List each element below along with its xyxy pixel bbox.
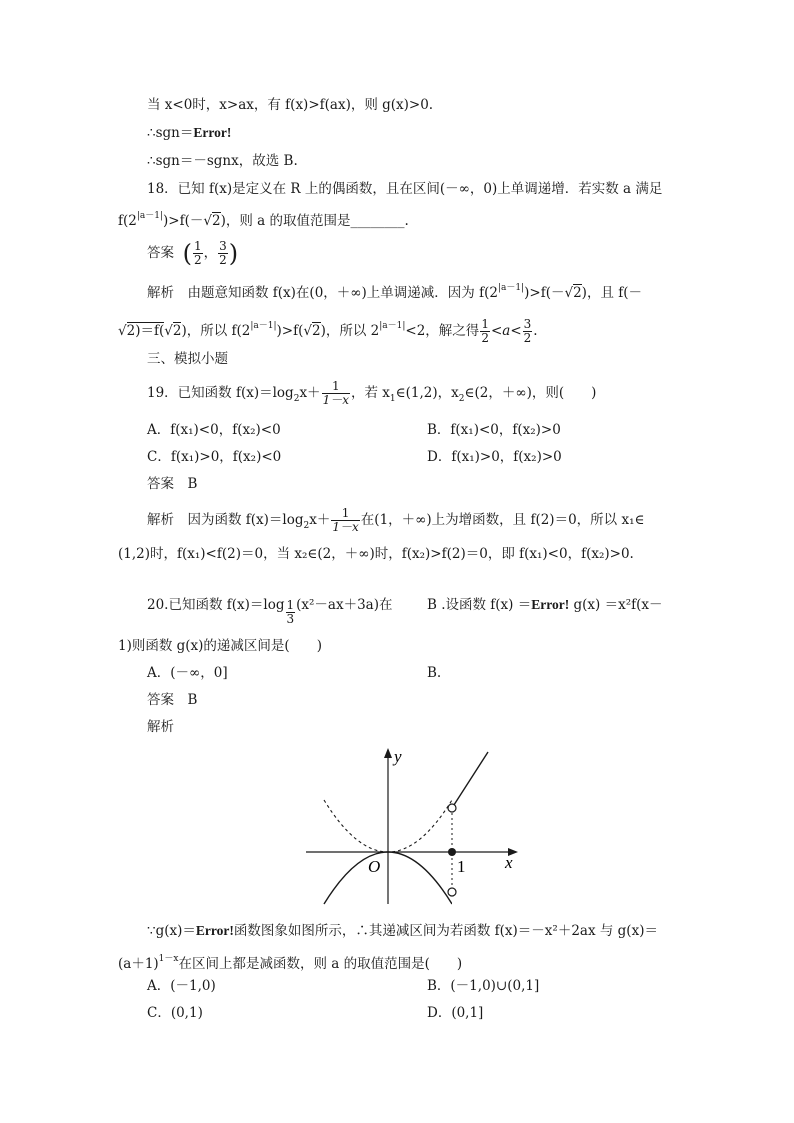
- question-21: ∵g(x)＝Error!函数图象如图所示，∴其递减区间为若函数 f(x)＝－x²＋2ax 与 g(x)＝: [147, 923, 658, 939]
- option-a: A．(－1,0): [147, 978, 216, 994]
- y-axis-label: y: [394, 747, 402, 766]
- question-20-line2: 1)则函数 g(x)的递减区间是( ): [118, 638, 322, 654]
- question-18: 18．已知 f(x)是定义在 R 上的偶函数，且在区间(－∞，0)上单调递增．若实数 a 满足: [147, 181, 663, 197]
- origin-label: O: [368, 857, 381, 876]
- option-d: D．f(x₁)>0，f(x₂)>0: [427, 449, 562, 465]
- solution-19: 解析 因为函数 $f(x)=\log_2x+$ $\frac{1}{1-x}$ 在(1，＋∞)上为增函数，且 f(2)＝0，所以 x₁∈: [147, 506, 645, 534]
- error-text: Error!: [531, 597, 570, 612]
- option-a: A．(－∞，0]: [147, 665, 228, 681]
- solution-19-line2: (1,2)时，f(x₁)<f(2)＝0，当 x₂∈(2，＋∞)时，f(x₂)>f(2)＝0，即 f(x₁)<0，f(x₂)>0.: [118, 546, 634, 562]
- section-heading: 三、模拟小题: [147, 351, 228, 367]
- answer-19: 答案 B: [147, 476, 198, 492]
- option-d: D．(0,1]: [427, 1005, 484, 1021]
- text-line: ∴sgn＝－sgnx，故选 B.: [147, 153, 298, 169]
- solution-20-label: 解析: [147, 719, 174, 735]
- option-c: C．f(x₁)>0，f(x₂)<0: [147, 449, 282, 465]
- answer-18: 答案 ( $\frac{1}{2}$ ， $\frac{3}{2}$ ): [147, 239, 239, 268]
- one-label: 1: [457, 857, 466, 876]
- filled-point: [448, 848, 456, 856]
- question-20-part: B .设函数 f(x) ＝Error! g(x) ＝x²f(x－: [427, 597, 663, 613]
- open-point-bottom: [448, 888, 456, 896]
- option-a: A．f(x₁)<0，f(x₂)<0: [147, 422, 281, 438]
- error-text: Error!: [193, 125, 232, 140]
- text-line: 当 x<0时，x>ax，有 f(x)>f(ax)，则 g(x)>0.: [147, 97, 434, 113]
- question-18-line2: $f(2^{|a-1|})>f(-√2)$，则 a 的取值范围是________.: [118, 211, 409, 229]
- x-axis-label: x: [505, 853, 513, 872]
- solid-ray: [452, 752, 488, 808]
- option-c: C．(0,1): [147, 1005, 203, 1021]
- open-point-top: [448, 804, 456, 812]
- option-b: B．(－1,0)∪(0,1]: [427, 978, 540, 994]
- option-b: B.: [427, 665, 442, 681]
- answer-20: 答案 B: [147, 692, 198, 708]
- option-b: B．f(x₁)<0，f(x₂)>0: [427, 422, 561, 438]
- question-20: 20.已知函数 f(x)＝log $\frac{1}{3}$ (x²－ax＋3a)在: [147, 597, 393, 626]
- y-axis-arrow-icon: [384, 748, 392, 758]
- text-line: ∴sgn＝Error!: [147, 125, 232, 141]
- solution-18: 解析 由题意知函数 f(x)在(0，＋∞)上单调递减．因为 $f(2^{|a-1|})>f(-√2)$，且 f(－: [147, 283, 642, 301]
- function-graph: [300, 742, 530, 908]
- error-text: Error!: [195, 923, 234, 938]
- solution-18-line2: √2)＝f(√2)，所以 $f(2^{|a-1|})>f(√2)$，所以 $2^{|a-1|}<2$，解之得 $\frac{1}{2}$ <a< $\frac{3}{2}$ .: [118, 317, 538, 345]
- question-21-line2: $(a+1)^{1-x}$在区间上都是减函数，则 a 的取值范围是( ): [118, 954, 463, 972]
- question-19: 19．已知函数 $f(x)=\log_2x+$ $\frac{1}{1-x}$ ，若 $x_1\in(1,2)$，$x_2\in(2$，＋∞)，则( ): [147, 379, 597, 407]
